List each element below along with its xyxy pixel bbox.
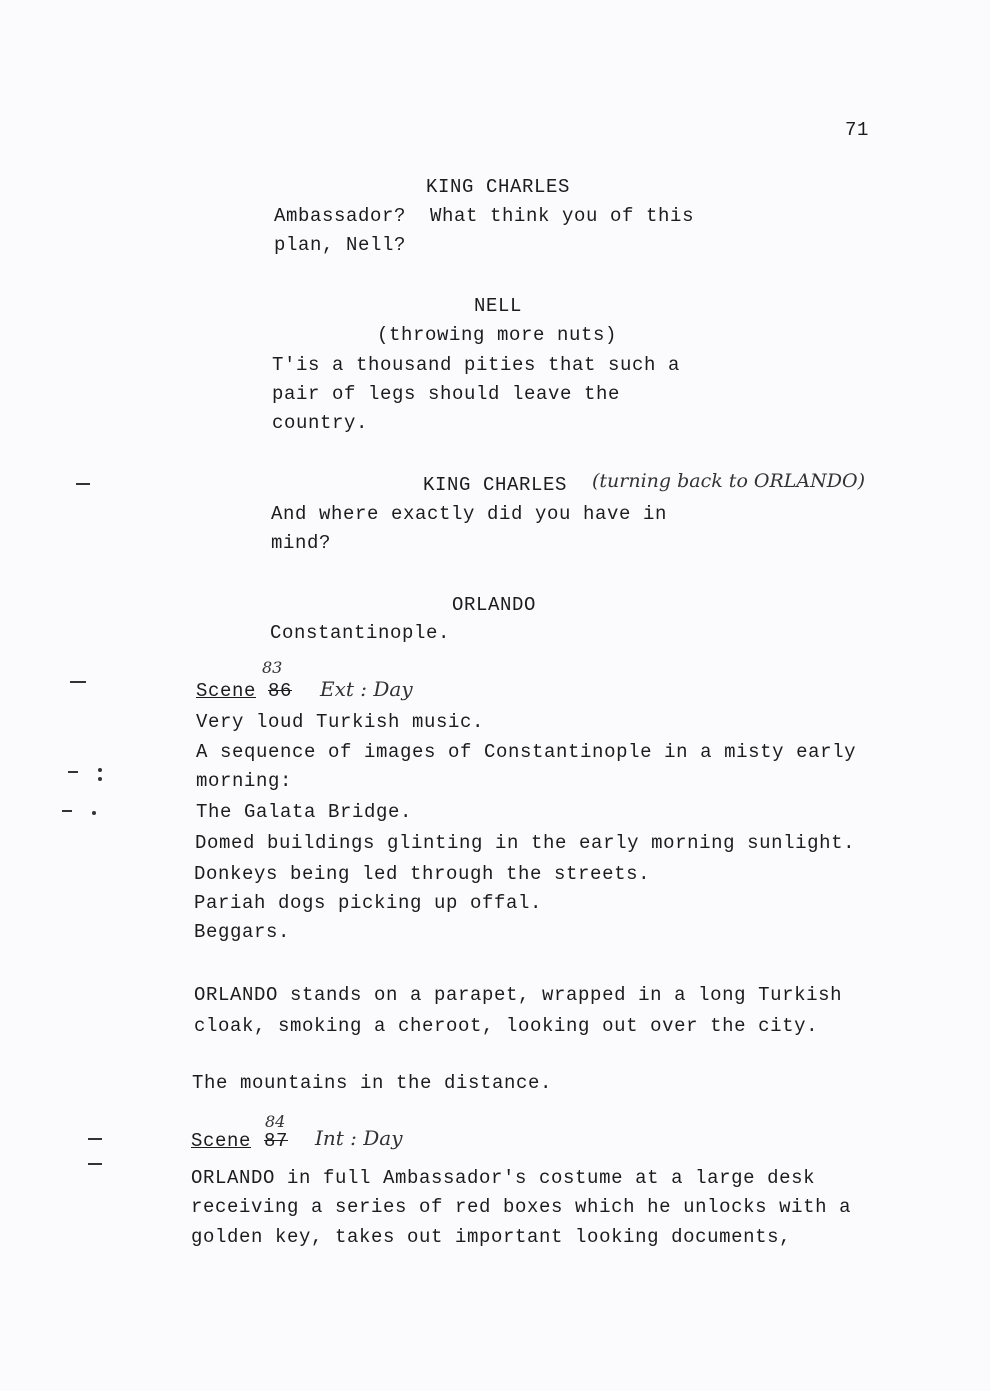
margin-mark (76, 483, 90, 485)
handwritten-note: Int : Day (315, 1126, 403, 1150)
margin-mark (70, 681, 86, 683)
action-line: ORLANDO in full Ambassador's costume at a large desk (191, 1167, 816, 1189)
speaker-king-charles: KING CHARLES (426, 176, 571, 198)
action-line: morning: (196, 770, 293, 792)
handwritten-note: Ext : Day (320, 677, 413, 701)
margin-mark (88, 1138, 102, 1140)
action-line: Pariah dogs picking up offal. (194, 892, 543, 914)
action-line: Very loud Turkish music. (196, 711, 485, 733)
action-line: ORLANDO stands on a parapet, wrapped in a long Turkish (194, 984, 843, 1006)
scene-number-old: 86 (268, 680, 293, 702)
margin-mark (62, 810, 72, 812)
speaker-orlando: ORLANDO (452, 594, 537, 616)
action-line: A sequence of images of Constantinople in a misty early (196, 741, 857, 763)
scene-heading-label: Scene (196, 680, 257, 702)
action-line: Beggars. (194, 921, 291, 943)
margin-dot (98, 777, 102, 781)
margin-dot (98, 768, 102, 772)
scene-number-handwritten: 84 (265, 1112, 286, 1131)
dialogue-line: And where exactly did you have in (271, 503, 668, 525)
action-line: cloak, smoking a cheroot, looking out over the city. (194, 1015, 819, 1037)
action-line: The mountains in the distance. (192, 1072, 553, 1094)
dialogue-line: plan, Nell? (274, 234, 407, 256)
dialogue-line: country. (272, 412, 369, 434)
action-line: The Galata Bridge. (196, 801, 413, 823)
margin-mark (88, 1163, 102, 1165)
margin-mark (68, 771, 78, 773)
action-line: receiving a series of red boxes which he unlocks with a (191, 1196, 852, 1218)
parenthetical: (throwing more nuts) (377, 324, 618, 346)
scene-number-handwritten: 83 (262, 658, 283, 677)
action-line: golden key, takes out important looking documents, (191, 1226, 792, 1248)
dialogue-line: mind? (271, 532, 332, 554)
dialogue-line: Constantinople. (270, 622, 451, 644)
handwritten-note: (turning back to ORLANDO) (592, 470, 865, 492)
dialogue-line: pair of legs should leave the (272, 383, 621, 405)
action-line: Domed buildings glinting in the early morning sunlight. (195, 832, 856, 854)
speaker-nell: NELL (474, 295, 523, 317)
scene-heading-label: Scene (191, 1130, 252, 1152)
page-number: 71 (845, 119, 870, 141)
speaker-king-charles: KING CHARLES (423, 474, 568, 496)
margin-dot (92, 811, 96, 815)
dialogue-line: T'is a thousand pities that such a (272, 354, 681, 376)
action-line: Donkeys being led through the streets. (194, 863, 651, 885)
scene-number-old: 87 (264, 1130, 289, 1152)
dialogue-line: Ambassador? What think you of this (274, 205, 695, 227)
